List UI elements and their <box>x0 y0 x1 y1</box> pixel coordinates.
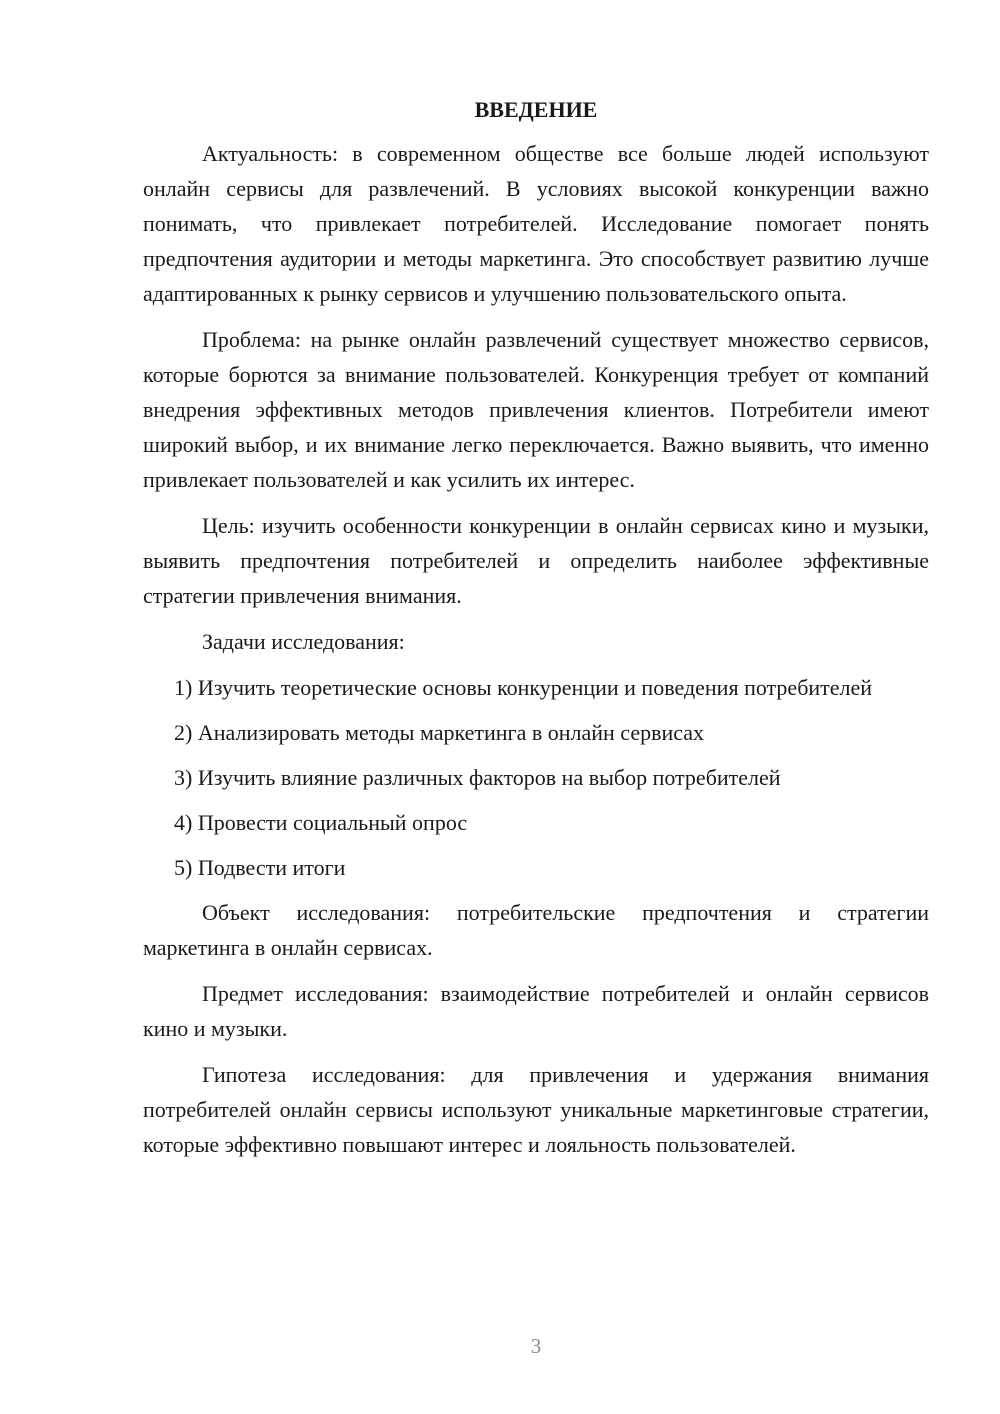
document-page <box>143 92 929 1173</box>
page-number: 3 <box>530 1334 542 1358</box>
paragraph-relevance: Актуальность: в современном обществе все больше людей используют онлайн сервисы для развлечений. В условиях высокой конкуренции важно понимать, что привлекает потребителей. Исследование помогает понять предпочтения аудитории и методы маркетинга. Это способствует развитию лучше адаптированных к рынку сервисов и улучшению пользовательского опыта. <box>143 141 929 306</box>
task-list <box>143 670 929 885</box>
task-item: 2) Анализировать методы маркетинга в онлайн сервисах <box>174 720 705 745</box>
paragraph-tasks-intro: Задачи исследования: <box>202 629 405 654</box>
task-item: 4) Провести социальный опрос <box>174 810 468 835</box>
section-heading: ВВЕДЕНИЕ <box>474 97 598 122</box>
paragraph-object: Объект исследования: потребительские предпочтения и стратегии маркетинга в онлайн сервисах. <box>143 900 929 960</box>
paragraph-subject: Предмет исследования: взаимодействие потребителей и онлайн сервисов кино и музыки. <box>143 981 929 1041</box>
paragraph-problem: Проблема: на рынке онлайн развлечений существует множество сервисов, которые борются за внимание пользователей. Конкуренция требует от компаний внедрения эффективных методов привлечения клиентов. Потребители имеют широкий выбор, и их внимание легко переключается. Важно выявить, что именно привлекает пользователей и как усилить их интерес. <box>143 327 929 492</box>
task-item: 1) Изучить теоретические основы конкуренции и поведения потребителей <box>174 675 873 700</box>
task-item: 5) Подвести итоги <box>174 855 346 880</box>
paragraph-hypothesis: Гипотеза исследования: для привлечения и удержания внимания потребителей онлайн сервисы используют уникальные маркетинговые стратегии, которые эффективно повышают интерес и лояльность пользователей. <box>143 1062 929 1157</box>
task-item: 3) Изучить влияние различных факторов на выбор потребителей <box>174 765 781 790</box>
paragraph-goal: Цель: изучить особенности конкуренции в онлайн сервисах кино и музыки, выявить предпочтения потребителей и определить наиболее эффективные стратегии привлечения внимания. <box>143 513 929 608</box>
